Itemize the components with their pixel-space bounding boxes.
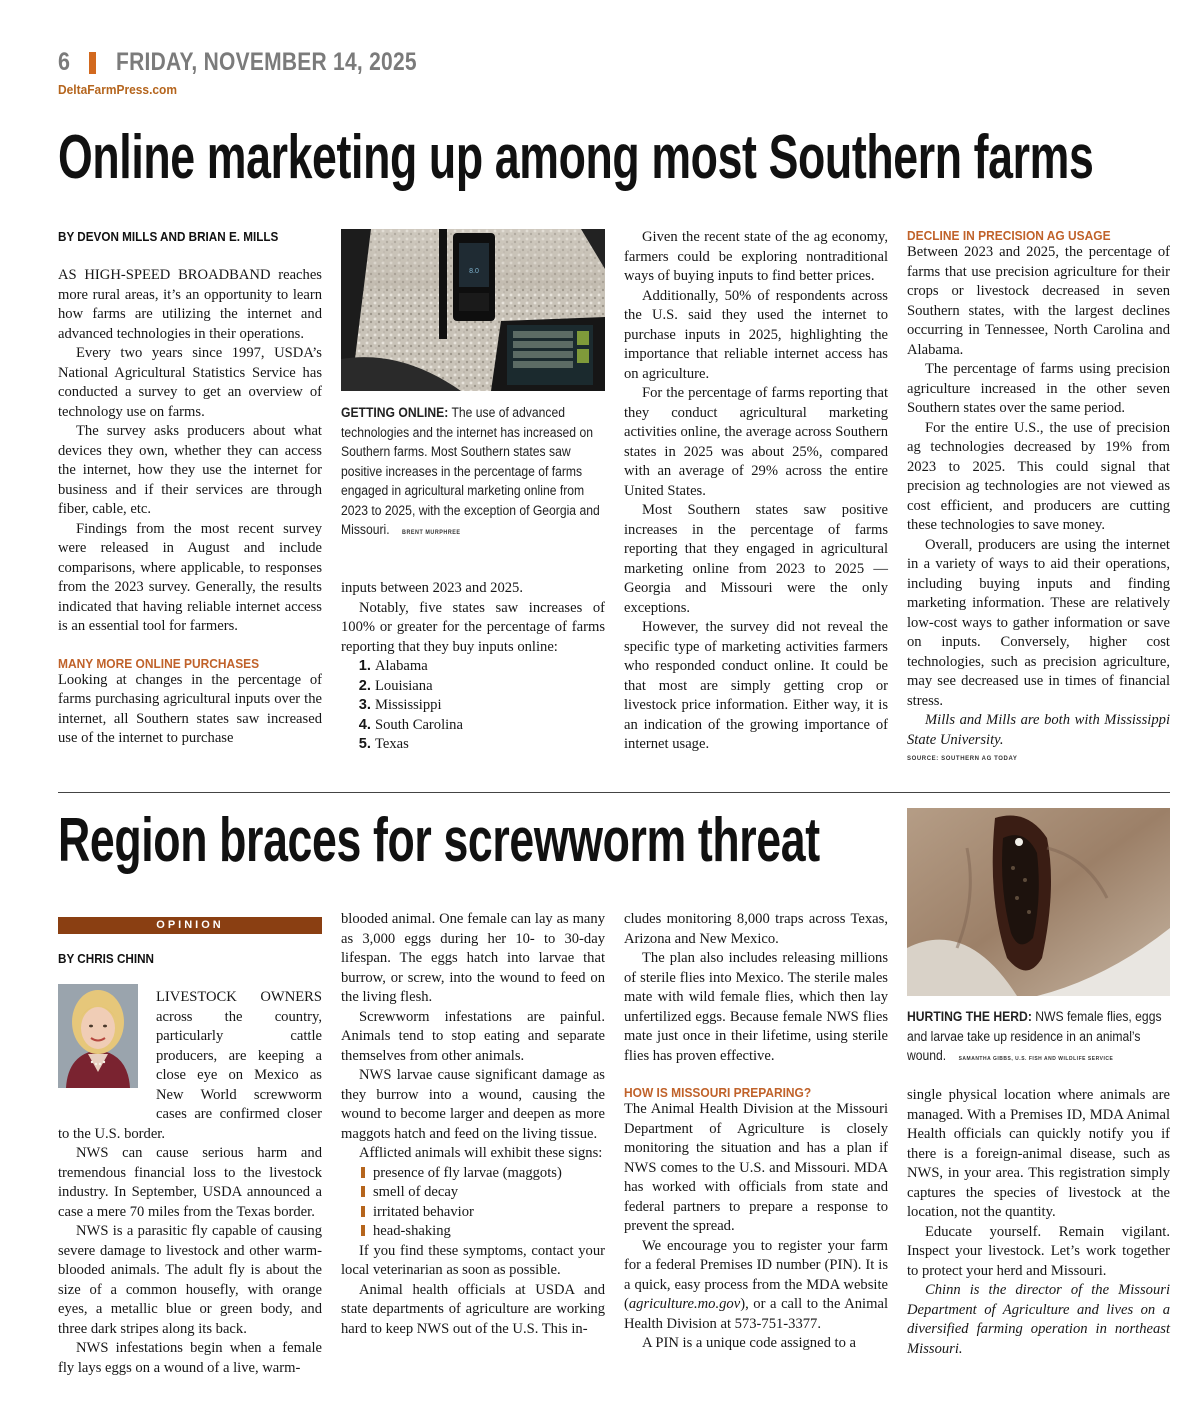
- paragraph: AS HIGH-SPEED BROADBAND reaches more rural areas, it’s an opportunity to learn how farms are utilizing the internet and advanced technologies in their operations.: [58, 267, 322, 342]
- paragraph: [624, 1237, 888, 1335]
- paragraph: Looking at changes in the percentage of farms purchasing agricultural inputs over the internet, all Southern states saw increased use of the internet to purchase: [58, 671, 322, 746]
- paragraph: single physical location where animals are managed. With a Premises ID, MDA Animal Health officials can quickly notify you if there is a foreign-animal disease, such as NWS, in your area. This registration simply captures the species of livestock at the location, not the quantity.: [907, 1087, 1170, 1220]
- paragraph: blooded animal. One female can lay as many as 3,000 eggs during her 10- to 30-day lifespan. The eggs hatch into larvae that burrow, or screw, into the wound to feed on the living flesh.: [341, 911, 605, 1005]
- article2-byline: BY CHRIS CHINN: [58, 951, 155, 966]
- paragraph-text: ), or a call to the Animal Health Division at 573-751-3377.: [624, 1296, 888, 1332]
- author-tagline: Chinn is the director of the Missouri Department of Agriculture and lives on a diversified farming operation in northeast Missouri.: [907, 1282, 1170, 1357]
- tractor-cab-photo: [341, 229, 605, 391]
- article2-column-2: [341, 910, 605, 1339]
- photo-caption-hurting-herd: [907, 1007, 1168, 1066]
- paragraph: Every two years since 1997, USDA’s National Agricultural Statistics Service has conducted a survey to get an overview of technology use on farms.: [58, 345, 322, 420]
- paragraph: The Animal Health Division at the Missouri Department of Agriculture is closely monitoring the situation and has a plan if NWS comes to the U.S. and Missouri. MDA has worked with officials from state and federal partners to prepare a response to prevent the spread.: [624, 1101, 888, 1234]
- bullet-icon: [361, 1206, 365, 1217]
- caption-text: The use of advanced technologies and the internet has increased on Southern farms. Most Southern states saw positive increases in the percentage of farms engaged in agricultural marketing online from 2023 to 2025, with the exception of Georgia and Missouri.: [341, 405, 600, 537]
- paragraph: Additionally, 50% of respondents across the U.S. said they used the internet to purchase inputs in 2025, highlighting the importance that reliable internet access has on agriculture.: [624, 287, 888, 382]
- list-item-text: presence of fly larvae (maggots): [373, 1164, 562, 1181]
- section-divider: [58, 792, 1170, 793]
- paragraph: A PIN is a unique code assigned to a: [642, 1335, 857, 1351]
- article1-column-2: [341, 579, 605, 755]
- paragraph: Given the recent state of the ag economy, farmers could be exploring nontraditional ways of buying inputs to find better prices.: [624, 229, 888, 284]
- paragraph: Educate yourself. Remain vigilant. Inspect your livestock. Let’s work together to protect your herd and Missouri.: [907, 1223, 1170, 1279]
- list-item: 2. Louisiana: [375, 677, 605, 697]
- paragraph: inputs between 2023 and 2025.: [341, 580, 523, 596]
- opinion-label: OPINION: [58, 917, 322, 934]
- bullet-icon: [361, 1225, 365, 1236]
- paragraph: If you find these symptoms, contact your local veterinarian as soon as possible.: [341, 1242, 605, 1278]
- article2-column-1: [58, 988, 322, 1378]
- article1-column-1: [58, 266, 322, 749]
- subhead-online-purchases: MANY MORE ONLINE PURCHASES: [58, 655, 260, 671]
- article2-column-3: [624, 910, 888, 1354]
- list-item: [341, 1222, 605, 1242]
- article2-column-4: [907, 1086, 1170, 1359]
- article1-headline: Online marketing up among most Southern farms: [58, 123, 1094, 192]
- paragraph: Overall, producers are using the internet in a variety of ways to aid their operations, including buying inputs and finding marketing information. These are relatively low-cost ways to gather information or save on inputs. Conversely, higher cost technologies, such as precision agriculture, may see decreased use in times of financial stress.: [907, 536, 1170, 709]
- list-item: [341, 1203, 605, 1223]
- paragraph: Notably, five states saw increases of 100% or greater for the percentage of farms reporting that they buy inputs online:: [341, 599, 605, 655]
- paragraph: The survey asks producers about what devices they own, whether they can access the internet, how they use the internet for business and if their services are through fiber, cable, etc.: [58, 423, 322, 517]
- caption-lead: HURTING THE HERD:: [907, 1009, 1032, 1024]
- bullet-icon: [361, 1186, 365, 1197]
- list-item-text: smell of decay: [373, 1184, 459, 1200]
- list-item: [341, 1183, 605, 1203]
- header-divider: [89, 52, 96, 74]
- paragraph: Animal health officials at USDA and state departments of agriculture are working hard to keep NWS out of the U.S. This in-: [341, 1281, 605, 1337]
- source-credit: SOURCE: SOUTHERN AG TODAY: [907, 756, 1018, 762]
- list-item-text: head-shaking: [373, 1223, 451, 1239]
- site-link[interactable]: DeltaFarmPress.com: [58, 82, 177, 97]
- paragraph: The plan also includes releasing millions of sterile flies into Mexico. The sterile males mate with wild female flies, which then lay unfertilized eggs. Because female NWS flies mate just once in their lifetime, using sterile flies has proven effective.: [624, 950, 888, 1064]
- paragraph: Screwworm infestations are painful. Animals tend to stop eating and separate themselves from other animals.: [341, 1008, 605, 1064]
- article1-byline: BY DEVON MILLS AND BRIAN E. MILLS: [58, 229, 279, 244]
- caption-text: NWS female flies, eggs and larvae take up residence in an animal’s wound.: [907, 1009, 1162, 1063]
- photo-credit: BRENT MURPHREE: [402, 530, 461, 536]
- paragraph: Findings from the most recent survey were released in August and include comparisons, where applicable, to responses from the 2023 survey. Generally, the results indicated that having reliable internet access is an essential tool for farmers.: [58, 520, 322, 634]
- lead-text: LIVESTOCK OWNERS across the country, particularly cattle producers, are keeping a close eye on Mexico as New World screwworm cases are confirmed closer to the U.S. border.: [58, 989, 322, 1142]
- author-tagline: Mills and Mills are both with Mississippi State University.: [907, 712, 1170, 748]
- screwworm-wound-photo: [907, 808, 1170, 996]
- bullet-icon: [361, 1167, 365, 1178]
- paragraph: NWS is a parasitic fly capable of causing severe damage to livestock and other warm-blooded animals. The adult fly is about the size of a common housefly, with orange eyes, a metallic blue or green body, and three dark stripes along its back.: [58, 1223, 322, 1337]
- svg-text:8.0: 8.0: [469, 268, 479, 275]
- paragraph: For the entire U.S., the use of precision ag technologies decreased by 19% from 2023 to 2025. This could signal that precision ag technologies are not viewed as cost efficient, and producers are cutting these technologies to save money.: [907, 419, 1170, 533]
- subhead-precision-ag: DECLINE IN PRECISION AG USAGE: [907, 228, 1111, 243]
- paragraph: For the percentage of farms reporting that they conduct agricultural marketing activities online, the average across Southern states in 2025 was about 25%, compared with an average of 29% across the entire United States.: [624, 385, 888, 499]
- issue-date: FRIDAY, NOVEMBER 14, 2025: [116, 48, 417, 76]
- signs-list: [341, 1164, 605, 1242]
- states-list: [341, 657, 605, 755]
- lead-paragraph: [58, 988, 322, 1144]
- list-item: [341, 1164, 605, 1184]
- paragraph: NWS infestations begin when a female fly lays eggs on a wound of a live, warm-: [58, 1340, 322, 1376]
- photo-wrap-spacer: [58, 988, 156, 1108]
- paragraph: NWS can cause serious harm and tremendous financial loss to the livestock industry. In September, USDA announced a case a mere 70 miles from the Texas border.: [58, 1145, 322, 1220]
- photo-credit: SAMANTHA GIBBS, U.S. FISH AND WILDLIFE SERVICE: [958, 1056, 1114, 1062]
- paragraph: Afflicted animals will exhibit these signs:: [359, 1145, 603, 1161]
- list-item: 4. South Carolina: [375, 716, 605, 736]
- list-item: 3. Mississippi: [375, 696, 605, 716]
- list-item: 5. Texas: [375, 735, 605, 755]
- website-link[interactable]: agriculture.mo.gov: [628, 1296, 741, 1312]
- paragraph: Between 2023 and 2025, the percentage of farms that use precision agriculture for their crops or livestock decreased in seven Southern states, with the largest declines occurring in Tennessee, North Carolina and Alabama.: [907, 244, 1170, 358]
- paragraph: cludes monitoring 8,000 traps across Texas, Arizona and New Mexico.: [624, 911, 888, 947]
- paragraph: NWS larvae cause significant damage as they burrow into a wound, causing the wound to become larger and deepen as more maggots hatch and feed on the living tissue.: [341, 1067, 605, 1142]
- list-item-text: irritated behavior: [373, 1203, 474, 1220]
- article1-column-3: [624, 228, 888, 755]
- paragraph-text: We encourage you to register your farm for a federal Premises ID number (PIN). It is a quick, easy process from the MDA website (: [624, 1237, 888, 1312]
- photo-caption-getting-online: [341, 403, 602, 540]
- paragraph: The percentage of farms using precision agriculture increased in the other seven Southern states over the same period.: [907, 361, 1170, 416]
- caption-lead: GETTING ONLINE:: [341, 405, 449, 420]
- article2-headline: Region braces for screwworm threat: [58, 806, 820, 875]
- subhead-missouri-preparing: HOW IS MISSOURI PREPARING?: [624, 1085, 812, 1100]
- paragraph: However, the survey did not reveal the specific type of marketing activities farmers who responded conduct online. It could be that most are simply getting crop or livestock price information. Either way, it is an indication of the growing importance of internet usage.: [624, 619, 888, 752]
- page-number: 6: [58, 48, 71, 76]
- article1-column-4: [907, 228, 1170, 762]
- paragraph: Most Southern states saw positive increases in the percentage of farms reporting that they engaged in agricultural marketing online from 2023 to 2025 — Georgia and Missouri were the only exceptions.: [624, 502, 888, 616]
- list-item: 1. Alabama: [375, 657, 605, 677]
